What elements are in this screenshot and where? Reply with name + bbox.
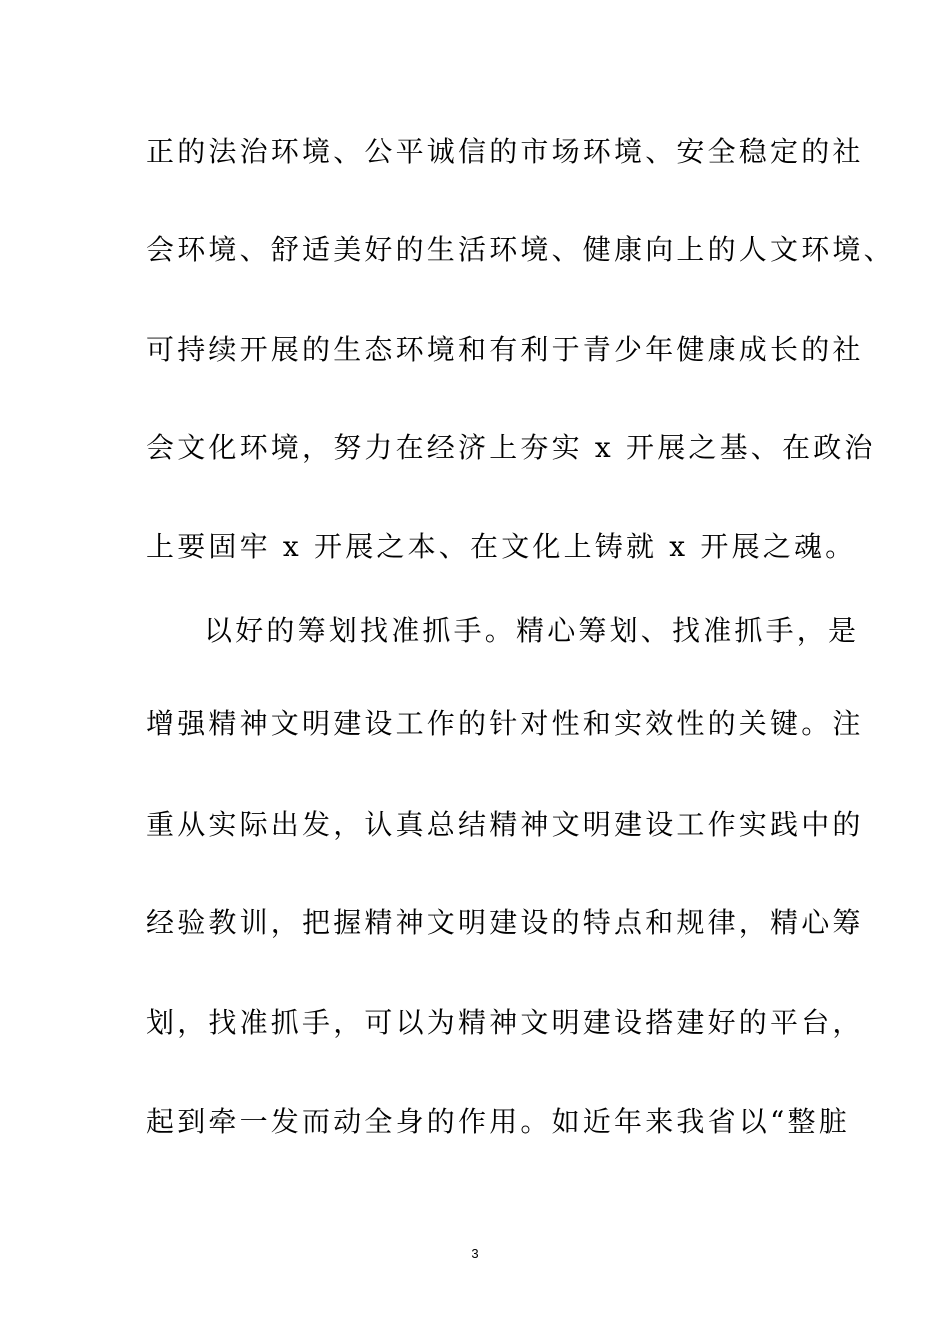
text-line-11: 起到牵一发而动全身的作用。如近年来我省以“整脏: [146, 1105, 850, 1138]
text-line-2: 会环境、舒适美好的生活环境、健康向上的人文环境、: [146, 233, 895, 266]
text-line-9: 经验教训，把握精神文明建设的特点和规律，精心筹: [146, 906, 864, 939]
text-line-3: 可持续开展的生态环境和有利于青少年健康成长的社: [146, 333, 864, 366]
text-line-5: 上要固牢 x 开展之本、在文化上铸就 x 开展之魂。: [146, 530, 857, 563]
page-number: 3: [471, 1246, 479, 1261]
paragraph-start-line: 以好的筹划找准抓手。精心筹划、找准抓手，是: [204, 614, 860, 647]
text-line-10: 划，找准抓手，可以为精神文明建设搭建好的平台，: [146, 1006, 864, 1039]
text-line-7: 增强精神文明建设工作的针对性和实效性的关键。注: [146, 707, 864, 740]
text-line-4: 会文化环境，努力在经济上夯实 x 开展之基、在政治: [146, 431, 876, 464]
text-line-1: 正的法治环境、公平诚信的市场环境、安全稳定的社: [146, 135, 864, 168]
text-line-8: 重从实际出发，认真总结精神文明建设工作实践中的: [146, 808, 864, 841]
